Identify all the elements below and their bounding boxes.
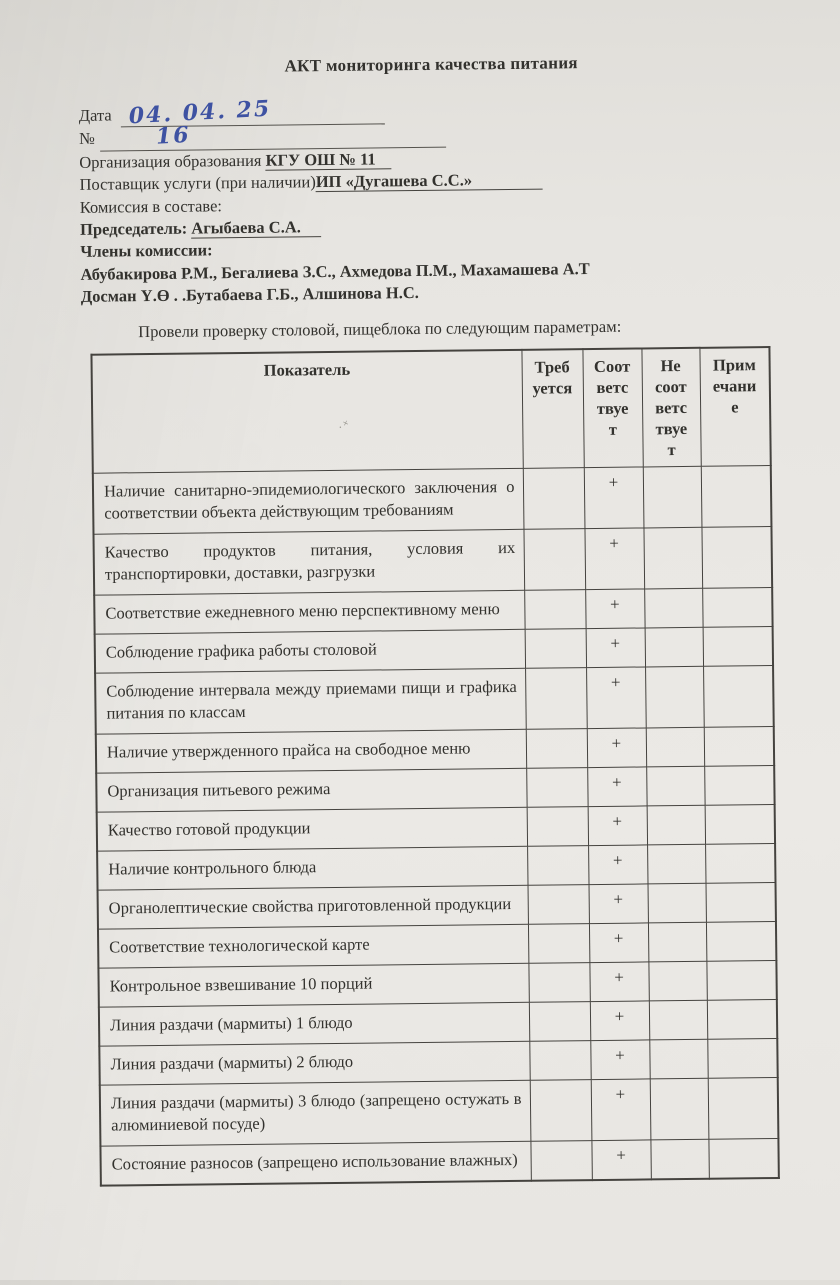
not-complies-cell [650,1078,709,1140]
complies-cell: + [586,628,645,668]
number-label: № [78,129,95,149]
requires-cell [530,1140,591,1180]
not-complies-cell [648,961,706,1001]
indicator-cell: Качество готовой продукции [97,807,527,851]
number-handwritten-value: 16 [155,122,192,151]
requires-cell [529,1040,590,1080]
note-cell [706,960,776,1000]
note-cell [708,1077,779,1139]
not-complies-cell [648,922,706,962]
commission-label: Комиссия в составе: [79,195,223,217]
table-row [93,465,772,534]
indicator-cell: Соответствие ежедневного меню перспективному меню [94,590,524,634]
table-row [100,1077,779,1146]
supplier-label: Поставщик услуги (при наличии) [79,172,316,195]
header-indicator: Показатель [91,349,522,472]
complies-cell: + [591,1140,650,1180]
not-complies-cell [646,766,704,806]
indicator-cell: Организация питьевого режима [96,768,526,812]
complies-cell: + [585,589,644,629]
indicator-cell: Линия раздачи (мармиты) 1 блюдо [99,1002,529,1046]
indicator-cell: Органолептические свойства приготовленной продукции [98,885,528,929]
complies-cell: + [591,1079,651,1141]
note-cell [703,665,774,727]
complies-cell: + [587,728,646,768]
document-title: АКТ мониторинга качества питания [284,53,578,76]
indicator-cell: Наличие контрольного блюда [97,846,527,890]
date-handwritten-value: 04. 04. 25 [128,95,272,130]
note-cell [708,1138,778,1178]
requires-cell [528,962,589,1002]
note-cell [707,999,777,1039]
note-cell [703,626,773,666]
document-meta [79,97,769,308]
requires-cell [529,1001,590,1041]
table-row [95,665,774,734]
complies-cell: + [587,767,646,807]
supplier-value: ИП «Дугашева С.С.» [316,170,542,193]
note-cell [706,882,776,922]
indicator-cell: Состояние разносов (запрещено использование влажных) [100,1141,530,1185]
note-cell [706,921,776,961]
indicator-cell: Соответствие технологической карте [98,924,528,968]
note-cell [701,465,772,527]
requires-cell [523,528,585,590]
members-line-1: Абубакирова Р.М., Бегалиева З.С., Ахмедова П.М., Махамашева А.Т [80,258,590,284]
members-label: Члены комиссии: [80,240,213,262]
requires-cell [526,728,587,768]
note-cell [704,765,774,805]
header-note: Прим ечани е [699,347,770,466]
header-complies: Соот ветс твуе т [582,348,642,467]
chairman-label: Председатель: [79,218,188,239]
note-cell [705,804,775,844]
note-cell [704,726,774,766]
requires-cell [525,628,586,668]
table-body [93,465,779,1185]
not-complies-cell [643,466,702,528]
complies-cell: + [588,845,647,885]
requires-cell [523,467,585,529]
complies-cell: + [590,1001,649,1041]
indicator-cell: Линия раздачи (мармиты) 3 блюдо (запрещено остужать в алюминиевой посуде) [100,1080,531,1146]
organization-label: Организация образования [79,150,262,172]
complies-cell: + [590,1040,649,1080]
complies-cell: + [589,923,648,963]
number-underline [100,124,446,151]
not-complies-cell [648,883,706,923]
header-required: Треб уется [521,349,583,468]
requires-cell [530,1079,592,1141]
note-cell [707,1038,777,1078]
header-not-complies: Не соот ветс твуе т [641,347,700,466]
not-complies-cell [647,805,705,845]
requires-cell [527,806,588,846]
indicator-cell: Качество продуктов питания, условия их транспортировки, доставки, разгрузки [94,529,525,595]
monitoring-table [90,346,779,1187]
not-complies-cell [649,1000,707,1040]
indicator-cell: Соблюдение графика работы столовой [95,629,525,673]
requires-cell [528,923,589,963]
note-cell [701,526,772,588]
chairman-value: Агыбаева С.А. [191,217,321,238]
table-header-row [91,347,770,473]
not-complies-cell [643,527,702,589]
note-cell [705,843,775,883]
requires-cell [525,667,587,729]
requires-cell [528,884,589,924]
indicator-cell: Линия раздачи (мармиты) 2 блюдо [99,1041,529,1085]
indicator-cell: Соблюдение интервала между приемами пищи и графика питания по классам [95,668,526,734]
complies-cell: + [589,962,648,1002]
complies-cell: + [584,467,644,529]
date-label: Дата [78,105,112,125]
complies-cell: + [588,806,647,846]
not-complies-cell [647,844,705,884]
not-complies-cell [644,588,702,628]
requires-cell [526,767,587,807]
not-complies-cell [646,727,704,767]
table-row [100,1138,778,1185]
not-complies-cell [645,666,704,728]
intro-paragraph: Провели проверку столовой, пищеблока по следующим параметрам: [138,316,622,341]
not-complies-cell [645,627,703,667]
indicator-cell: Наличие санитарно-эпидемиологического заключения о соответствии объекта действующим требованиям [93,468,524,534]
indicator-cell: Наличие утвержденного прайса на свободное меню [96,729,526,773]
complies-cell: + [584,528,644,590]
not-complies-cell [649,1039,707,1079]
requires-cell [524,589,585,629]
not-complies-cell [650,1139,708,1179]
table-row [94,526,773,595]
note-cell [702,587,772,627]
complies-cell: + [586,667,646,729]
complies-cell: + [589,884,648,924]
scan-smudge: ·˟ [336,417,353,435]
requires-cell [527,845,588,885]
organization-value: КГУ ОШ № 11 [265,149,391,170]
indicator-cell: Контрольное взвешивание 10 порций [98,963,528,1007]
members-line-2: Досман Ү.Ө . .Бутабаева Г.Б., Алшинова Н.С. [80,283,419,307]
